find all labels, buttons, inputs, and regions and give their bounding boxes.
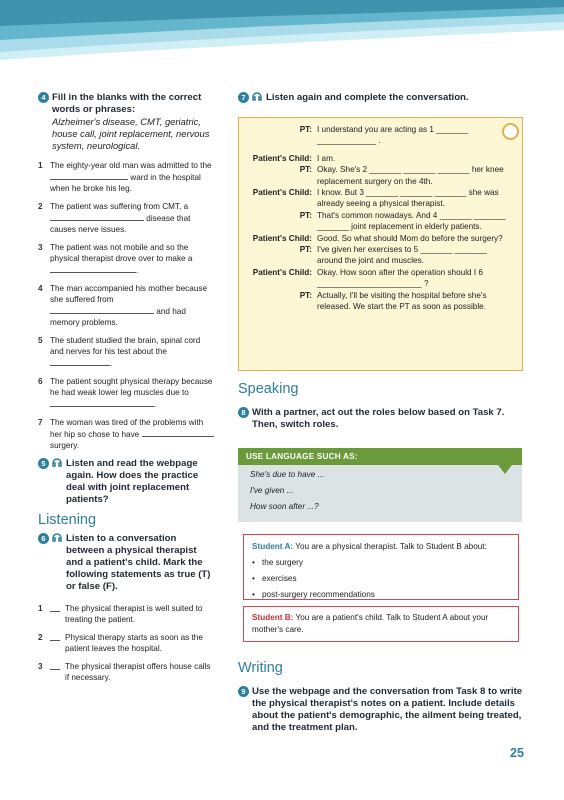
audio-icon[interactable]: [52, 458, 62, 469]
audio-icon[interactable]: [252, 92, 262, 103]
task-6-instruction: Listen to a conversation between a physical therapist and a patient's child. Mark the following statements as true (T) or false (F).: [66, 533, 211, 592]
task-8-instruction: With a partner, act out the roles below based on Task 7. Then, switch roles.: [252, 407, 505, 430]
list-item: • exercises: [252, 571, 510, 587]
task-6: [38, 533, 214, 683]
task-number-badge: 7: [238, 92, 249, 103]
answer-blank[interactable]: [50, 398, 154, 407]
student-a-points: [252, 555, 510, 603]
task-9-heading: [238, 686, 528, 734]
conversation-line: PT: I've given her exercises to 5 _______ _______ around the joint and muscles.: [299, 245, 487, 266]
task-5-instruction: Listen and read the webpage again. How does the practice deal with joint replacement patients?: [66, 458, 199, 505]
header-band: [0, 0, 564, 62]
answer-blank[interactable]: [142, 428, 214, 437]
right-column: [238, 92, 528, 104]
conversation-line: Patient's Child: Good. So what should Mom do before the surgery?: [252, 233, 503, 243]
task-4-list: [38, 160, 214, 451]
list-item: 5 The student studied the brain, spinal cord and nerves for his test about the .: [38, 336, 201, 368]
tf-answer-blank[interactable]: [50, 632, 60, 641]
note-tab-icon: [502, 123, 519, 140]
task-number-badge: 4: [38, 92, 49, 103]
student-b-label: Student B:: [252, 613, 294, 622]
task-7-heading: [238, 92, 528, 104]
conversation-line: Patient's Child: I am.: [252, 153, 336, 163]
task-4: [38, 92, 214, 451]
list-item: 2 The patient was suffering from CMT, a disease that causes nerve issues.: [38, 202, 191, 234]
answer-blank[interactable]: [50, 171, 128, 180]
task-4-wordlist: Alzheimer's disease, CMT, geriatric, house call, joint replacement, nervous system, neurological.: [52, 116, 210, 151]
conversation-box: [238, 117, 523, 371]
language-phrase: How soon after ...?: [250, 502, 319, 511]
list-item: • post-surgery recommendations: [252, 587, 510, 603]
task-8-heading: [238, 407, 528, 431]
conversation-line: PT: Actually, I'll be visiting the hospital before she's released. We start the PT as soon as possible.: [299, 290, 487, 312]
student-a-label: Student A:: [252, 542, 294, 551]
task-7-instruction: Listen again and complete the conversation.: [266, 92, 469, 103]
task-4-instruction: Fill in the blanks with the correct words or phrases:: [52, 92, 202, 115]
list-item: 1 The physical therapist is well suited to treating the patient.: [38, 604, 203, 624]
conversation-line: Patient's Child: Okay. How soon after the operation should I 6 _______________________ ?: [252, 267, 483, 289]
conversation-line: PT: I understand you are acting as 1 _______ _____________ .: [299, 125, 469, 146]
answer-blank[interactable]: [50, 212, 144, 221]
language-phrase: She's due to have ...: [250, 470, 325, 479]
student-b-text: You are a patient's child. Talk to Student A about your mother's care.: [252, 613, 489, 634]
task-number-badge: 9: [238, 686, 249, 697]
answer-blank[interactable]: [50, 357, 110, 366]
language-box-pointer: [498, 465, 512, 474]
student-a-text: You are a physical therapist. Talk to Student B about:: [295, 542, 487, 551]
tf-answer-blank[interactable]: [50, 661, 60, 670]
list-item: 4 The man accompanied his mother because she suffered from and had memory problems.: [38, 284, 208, 327]
conversation-line: Patient's Child: I know. But 3 _______ _______ _______ she was already seeing a physical therapist.: [252, 188, 499, 209]
task-number-badge: 6: [38, 533, 49, 544]
task-5: [38, 458, 214, 506]
writing-heading: Writing: [238, 660, 283, 676]
task-number-badge: 5: [38, 458, 49, 469]
list-item: 3 The patient was not mobile and so the physical therapist drove over to make a .: [38, 243, 193, 275]
student-a-card: [243, 534, 519, 600]
student-b-card: [243, 606, 519, 642]
page-number: 25: [510, 746, 524, 760]
list-item: 2 Physical therapy starts as soon as the patient leaves the hospital.: [38, 633, 203, 653]
language-phrase: I've given ...: [250, 486, 294, 495]
list-item: 6 The patient sought physical therapy because he had weak lower leg muscles due to .: [38, 377, 213, 409]
task-9-instruction: Use the webpage and the conversation from Task 8 to write the physical therapist's notes on a patient. Include details about the patient's demographic, the ailment being treated, and the treatment plan.: [252, 686, 523, 733]
language-box: [238, 448, 522, 522]
listening-heading: Listening: [38, 512, 97, 528]
list-item: 3 The physical therapist offers house calls if necessary.: [38, 662, 211, 682]
language-box-header: USE LANGUAGE SUCH AS:: [238, 448, 522, 465]
list-item: 7 The woman was tired of the problems with her hip so chose to have surgery.: [38, 417, 214, 451]
list-item: 1 The eighty-year old man was admitted to the ward in the hospital when he broke his leg.: [38, 161, 212, 193]
audio-icon[interactable]: [52, 533, 62, 544]
tf-answer-blank[interactable]: [50, 603, 60, 612]
list-item: • the surgery: [252, 555, 510, 571]
left-column: [38, 92, 214, 690]
answer-blank[interactable]: [50, 264, 136, 273]
conversation-line: PT: That's common nowadays. And 4 _______ _______ _______ joint replacement in elderly patients.: [299, 210, 506, 232]
answer-blank[interactable]: [50, 305, 154, 314]
task-6-list: [38, 603, 214, 683]
task-number-badge: 8: [238, 407, 249, 418]
speaking-heading: Speaking: [238, 381, 299, 397]
conversation-line: PT: Okay. She's 2 _______ _______ _______ her knee replacement surgery on the 4th.: [299, 165, 504, 186]
